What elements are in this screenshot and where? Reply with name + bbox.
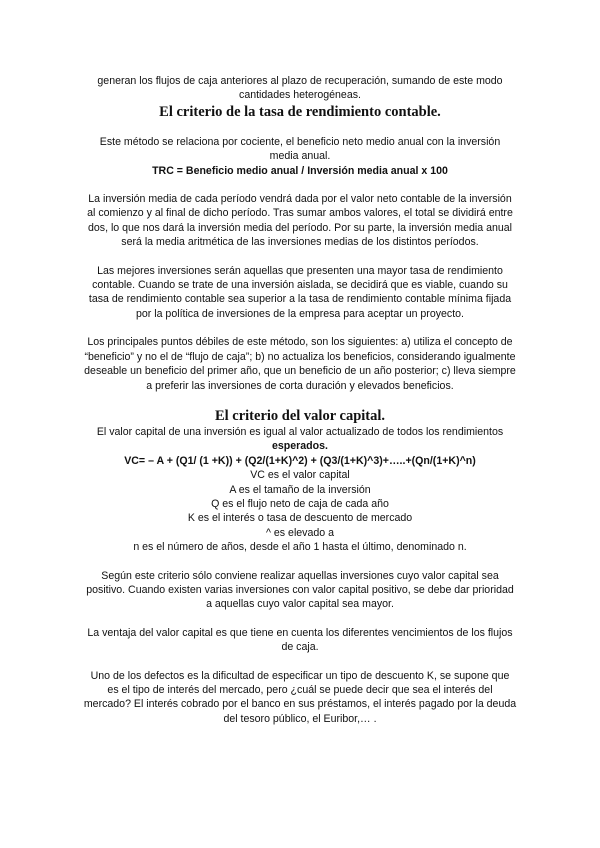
text-line: Este método se relaciona por cociente, el beneficio neto medio anual con la inversión [99,135,501,148]
text-line: El valor capital de una inversión es igual al valor actualizado de todos los rendimientos [96,425,504,438]
text-line: contable. Cuando se trate de una inversión aislada, se decidirá que es viable, cuando su [92,279,508,292]
formula-variable-definition: VC es el valor capital [250,469,350,482]
text-line: deseable un beneficio del primer año, que un beneficio de un año posterior; c) lleva siempre [84,365,516,378]
text-line: La inversión media de cada período vendrá dada por el valor neto contable de la inversión [88,193,512,206]
text-line: al comienzo y al final de dicho período. Tras sumar ambos valores, el total se dividirá entre [87,207,513,220]
text-line: Las mejores inversiones serán aquellas que presenten una mayor tasa de rendimiento [97,264,503,277]
text-line: será la media aritmética de las inversiones medias de los distintos períodos. [121,236,479,249]
valor-capital-definition [70,425,530,555]
vc-formula: VC= – A + (Q1/ (1 +K)) + (Q2/(1+K)^2) + (Q3/(1+K)^3)+…..+(Qn/(1+K)^n) [124,454,476,467]
section-title-valor-capital: El criterio del valor capital. [214,407,386,424]
mejores-inversiones-paragraph [70,264,530,322]
text-line: por la política de inversiones de la empresa para aceptar un proyecto. [135,307,464,320]
text-line: “beneficio” y no el de “flujo de caja”; b) no actualiza los beneficios, considerando igualmente [84,350,516,363]
text-line: media anual. [269,150,331,163]
trc-definition-paragraph [70,135,530,178]
puntos-debiles-paragraph [70,335,530,393]
text-line: tasa de rendimiento contable sea superior a la tasa de rendimiento contable mínima fijada [88,293,512,306]
text-line: de caja. [281,641,319,654]
text-line: mercado? El interés cobrado por el banco en sus préstamos, el interés pagado por la deuda [83,698,517,711]
ventaja-paragraph [70,626,530,655]
inversion-media-paragraph [70,192,530,250]
text-line: Los principales puntos débiles de este método, son los siguientes: a) utiliza el concepto de [87,336,513,349]
text-line: cantidades heterogéneas. [239,89,361,102]
trc-formula: TRC = Beneficio medio anual / Inversión media anual x 100 [152,164,448,177]
document-page [70,74,530,726]
text-line: del tesoro público, el Euribor,… . [223,712,377,725]
text-line: a preferir las inversiones de corta duración y elevados beneficios. [146,379,454,392]
formula-variable-definition: A es el tamaño de la inversión [229,483,371,496]
text-line: generan los flujos de caja anteriores al plazo de recuperación, sumando de este modo [97,75,503,87]
text-line: es el tipo de interés del mercado, pero ¿cuál se puede decir que sea el interés del [107,684,493,696]
text-line: La ventaja del valor capital es que tiene en cuenta los diferentes vencimientos de los flujos [87,626,513,639]
text-line: a aquellas cuyo valor capital sea mayor. [206,598,394,611]
formula-variable-definition: K es el interés o tasa de descuento de mercado [187,512,413,525]
intro-paragraph [70,74,530,103]
formula-variable-definition: n es el número de años, desde el año 1 hasta el último, denominado n. [133,541,467,554]
text-line: positivo. Cuando existen varias inversiones con valor capital positivo, se debe dar prioridad [86,583,514,596]
defectos-paragraph [70,669,530,727]
formula-variable-definition: ^ es elevado a [266,526,334,539]
text-line: dos, lo que nos dará la inversión media del período. Por su parte, la inversión media anual [87,221,512,234]
text-line: Uno de los defectos es la dificultad de especificar un tipo de descuento K, se supone que [90,669,510,682]
section-title-tasa-rendimiento: El criterio de la tasa de rendimiento contable. [159,103,441,120]
formula-variable-definition: Q es el flujo neto de caja de cada año [211,497,389,510]
text-line: Según este criterio sólo conviene realizar aquellas inversiones cuyo valor capital sea [101,569,499,582]
criterio-paragraph [70,569,530,612]
text-line: esperados. [272,440,328,453]
